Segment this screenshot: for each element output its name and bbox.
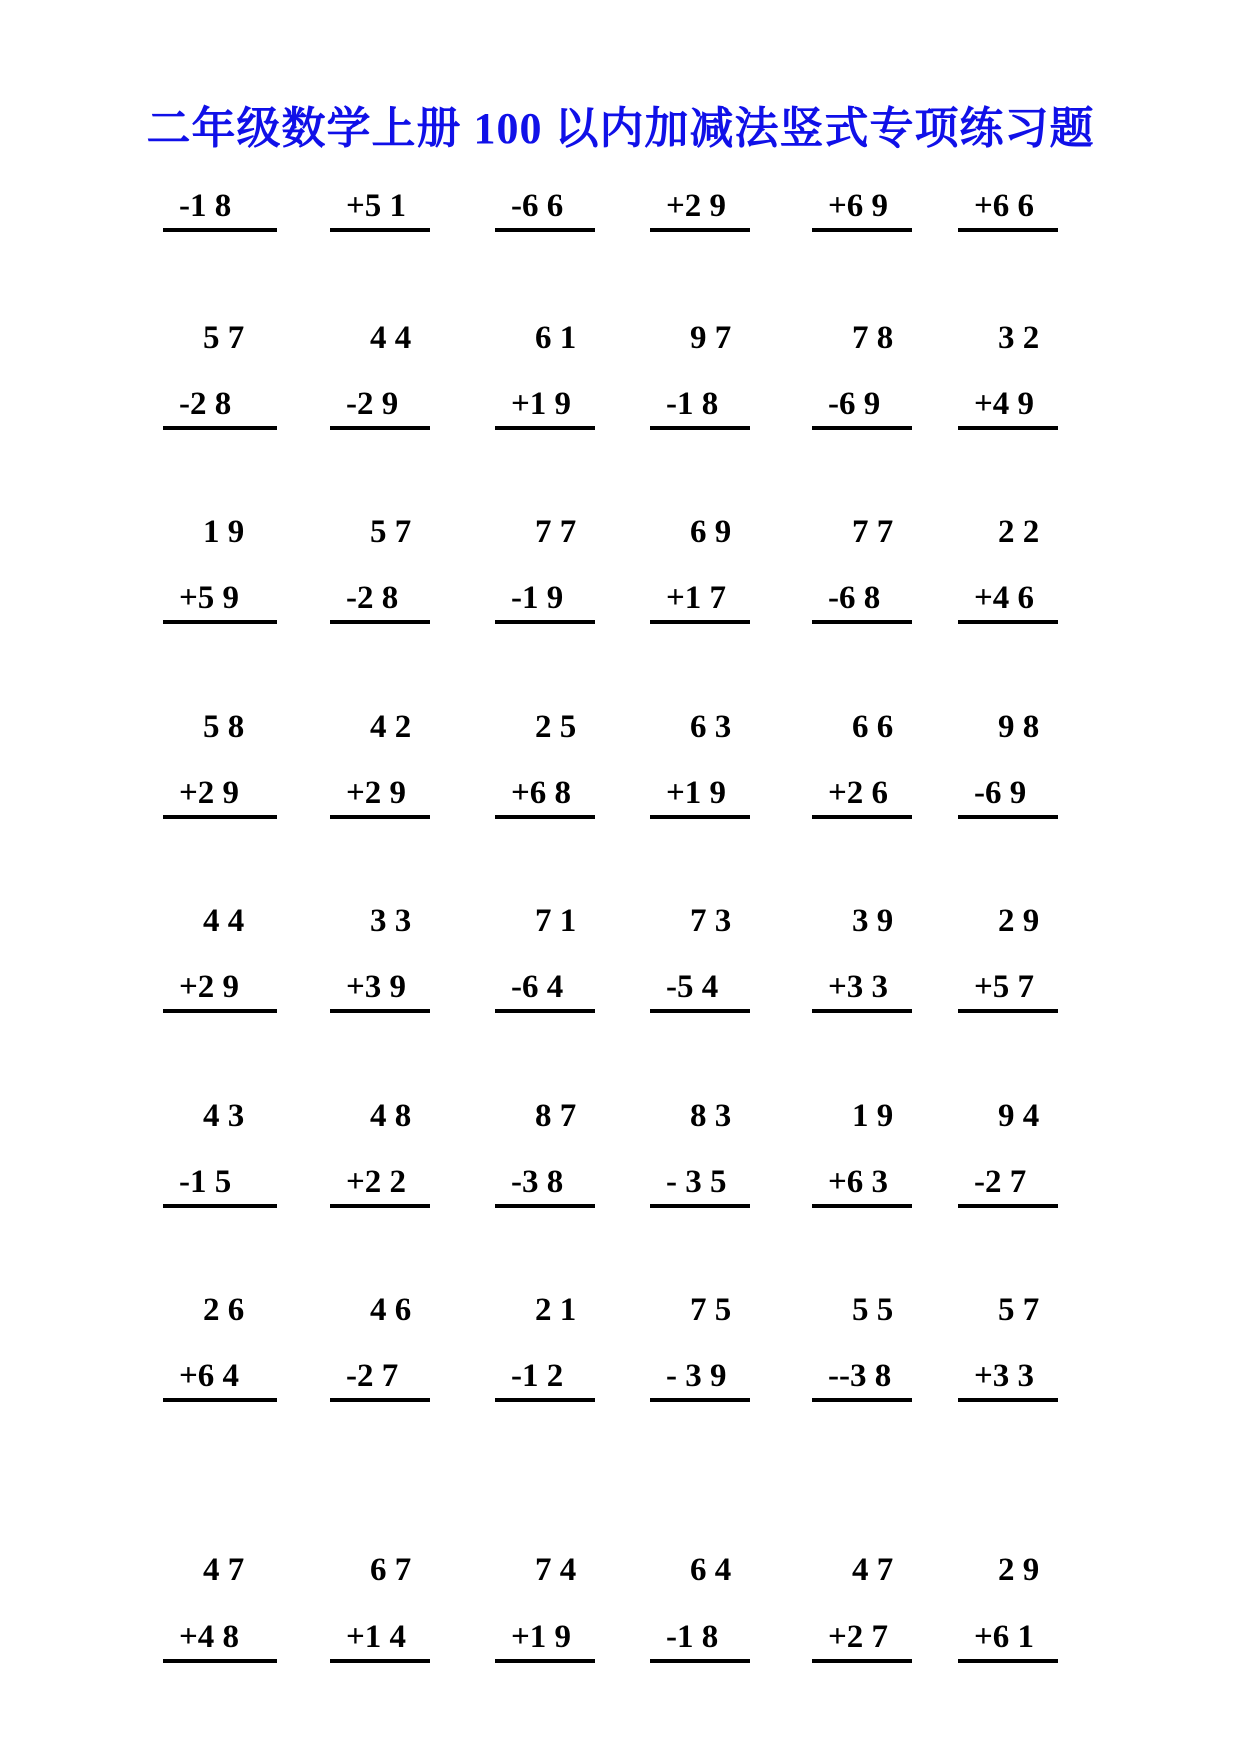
top-number: 4 2 — [370, 709, 412, 745]
answer-line — [330, 1398, 430, 1402]
answer-line — [958, 815, 1058, 819]
answer-line — [495, 1204, 595, 1208]
operand-with-sign: -6 9 — [828, 386, 881, 422]
operand-with-sign: +4 9 — [974, 386, 1035, 422]
top-number: 7 4 — [535, 1552, 577, 1588]
operand-with-sign: +5 9 — [179, 580, 240, 616]
operand-with-sign: -6 4 — [511, 969, 564, 1005]
operand-with-sign: +3 3 — [828, 969, 889, 1005]
operand-with-sign: +6 9 — [828, 188, 889, 224]
answer-line — [163, 620, 277, 624]
top-number: 2 9 — [998, 903, 1040, 939]
operand-with-sign: +6 3 — [828, 1164, 889, 1200]
top-number: 7 7 — [535, 514, 577, 550]
top-number: 5 7 — [203, 320, 245, 356]
operand-with-sign: -5 4 — [666, 969, 719, 1005]
operand-with-sign: -6 6 — [511, 188, 564, 224]
answer-line — [812, 426, 912, 430]
answer-line — [650, 620, 750, 624]
answer-line — [163, 1204, 277, 1208]
top-number: 5 5 — [852, 1292, 894, 1328]
operand-with-sign: +2 9 — [666, 188, 727, 224]
top-number: 6 7 — [370, 1552, 412, 1588]
answer-line — [163, 1659, 277, 1663]
operand-with-sign: +4 6 — [974, 580, 1035, 616]
operand-with-sign: +2 7 — [828, 1619, 889, 1655]
operand-with-sign: +1 9 — [511, 1619, 572, 1655]
top-number: 6 6 — [852, 709, 894, 745]
top-number: 9 4 — [998, 1098, 1040, 1134]
top-number: 7 5 — [690, 1292, 732, 1328]
top-number: 2 9 — [998, 1552, 1040, 1588]
operand-with-sign: +6 8 — [511, 775, 572, 811]
top-number: 4 6 — [370, 1292, 412, 1328]
top-number: 2 2 — [998, 514, 1040, 550]
top-number: 4 7 — [852, 1552, 894, 1588]
answer-line — [812, 1009, 912, 1013]
operand-with-sign: +6 1 — [974, 1619, 1035, 1655]
operand-with-sign: +1 4 — [346, 1619, 407, 1655]
answer-line — [650, 1398, 750, 1402]
operand-with-sign: - 3 9 — [666, 1358, 727, 1394]
operand-with-sign: -2 9 — [346, 386, 399, 422]
operand-with-sign: -1 8 — [666, 1619, 719, 1655]
top-number: 3 2 — [998, 320, 1040, 356]
top-number: 3 3 — [370, 903, 412, 939]
operand-with-sign: +5 7 — [974, 969, 1035, 1005]
answer-line — [163, 1009, 277, 1013]
top-number: 6 9 — [690, 514, 732, 550]
answer-line — [495, 426, 595, 430]
top-number: 1 9 — [852, 1098, 894, 1134]
answer-line — [330, 1009, 430, 1013]
answer-line — [330, 1204, 430, 1208]
top-number: 1 9 — [203, 514, 245, 550]
top-number: 4 8 — [370, 1098, 412, 1134]
top-number: 7 7 — [852, 514, 894, 550]
top-number: 8 7 — [535, 1098, 577, 1134]
answer-line — [958, 1204, 1058, 1208]
answer-line — [163, 1398, 277, 1402]
operand-with-sign: --3 8 — [828, 1358, 892, 1394]
answer-line — [495, 815, 595, 819]
top-number: 2 5 — [535, 709, 577, 745]
operand-with-sign: -3 8 — [511, 1164, 564, 1200]
answer-line — [812, 815, 912, 819]
top-number: 5 8 — [203, 709, 245, 745]
top-number: 9 8 — [998, 709, 1040, 745]
operand-with-sign: -1 2 — [511, 1358, 564, 1394]
top-number: 6 1 — [535, 320, 577, 356]
answer-line — [330, 426, 430, 430]
operand-with-sign: +3 9 — [346, 969, 407, 1005]
answer-line — [958, 426, 1058, 430]
operand-with-sign: -1 9 — [511, 580, 564, 616]
operand-with-sign: -1 5 — [179, 1164, 232, 1200]
answer-line — [958, 1009, 1058, 1013]
operand-with-sign: -2 7 — [974, 1164, 1027, 1200]
operand-with-sign: +2 9 — [179, 775, 240, 811]
answer-line — [330, 228, 430, 232]
operand-with-sign: -2 7 — [346, 1358, 399, 1394]
operand-with-sign: +2 6 — [828, 775, 889, 811]
operand-with-sign: +2 2 — [346, 1164, 407, 1200]
answer-line — [330, 1659, 430, 1663]
operand-with-sign: -1 8 — [179, 188, 232, 224]
top-number: 6 4 — [690, 1552, 732, 1588]
answer-line — [163, 815, 277, 819]
top-number: 9 7 — [690, 320, 732, 356]
answer-line — [495, 1398, 595, 1402]
operand-with-sign: +6 6 — [974, 188, 1035, 224]
answer-line — [650, 228, 750, 232]
top-number: 2 6 — [203, 1292, 245, 1328]
operand-with-sign: - 3 5 — [666, 1164, 727, 1200]
top-number: 5 7 — [998, 1292, 1040, 1328]
answer-line — [812, 1204, 912, 1208]
top-number: 7 8 — [852, 320, 894, 356]
answer-line — [495, 620, 595, 624]
answer-line — [650, 426, 750, 430]
operand-with-sign: +6 4 — [179, 1358, 240, 1394]
operand-with-sign: +5 1 — [346, 188, 407, 224]
top-number: 3 9 — [852, 903, 894, 939]
operand-with-sign: -2 8 — [346, 580, 399, 616]
answer-line — [163, 426, 277, 430]
answer-line — [163, 228, 277, 232]
answer-line — [812, 1659, 912, 1663]
answer-line — [650, 1009, 750, 1013]
operand-with-sign: +2 9 — [346, 775, 407, 811]
answer-line — [958, 620, 1058, 624]
worksheet-title: 二年级数学上册 100 以内加减法竖式专项练习题 — [146, 104, 1095, 153]
operand-with-sign: +4 8 — [179, 1619, 240, 1655]
top-number: 2 1 — [535, 1292, 577, 1328]
answer-line — [812, 1398, 912, 1402]
answer-line — [650, 1659, 750, 1663]
top-number: 4 4 — [370, 320, 412, 356]
top-number: 4 3 — [203, 1098, 245, 1134]
top-number: 4 4 — [203, 903, 245, 939]
top-number: 4 7 — [203, 1552, 245, 1588]
answer-line — [812, 228, 912, 232]
operand-with-sign: -6 8 — [828, 580, 881, 616]
answer-line — [958, 1398, 1058, 1402]
answer-line — [958, 1659, 1058, 1663]
answer-line — [812, 620, 912, 624]
top-number: 7 1 — [535, 903, 577, 939]
top-number: 5 7 — [370, 514, 412, 550]
operand-with-sign: +1 7 — [666, 580, 727, 616]
answer-line — [958, 228, 1058, 232]
answer-line — [495, 228, 595, 232]
operand-with-sign: -6 9 — [974, 775, 1027, 811]
answer-line — [330, 620, 430, 624]
answer-line — [495, 1009, 595, 1013]
operand-with-sign: +1 9 — [511, 386, 572, 422]
answer-line — [650, 1204, 750, 1208]
answer-line — [330, 815, 430, 819]
top-number: 8 3 — [690, 1098, 732, 1134]
operand-with-sign: +2 9 — [179, 969, 240, 1005]
top-number: 6 3 — [690, 709, 732, 745]
operand-with-sign: +1 9 — [666, 775, 727, 811]
operand-with-sign: +3 3 — [974, 1358, 1035, 1394]
answer-line — [495, 1659, 595, 1663]
operand-with-sign: -1 8 — [666, 386, 719, 422]
answer-line — [650, 815, 750, 819]
operand-with-sign: -2 8 — [179, 386, 232, 422]
top-number: 7 3 — [690, 903, 732, 939]
